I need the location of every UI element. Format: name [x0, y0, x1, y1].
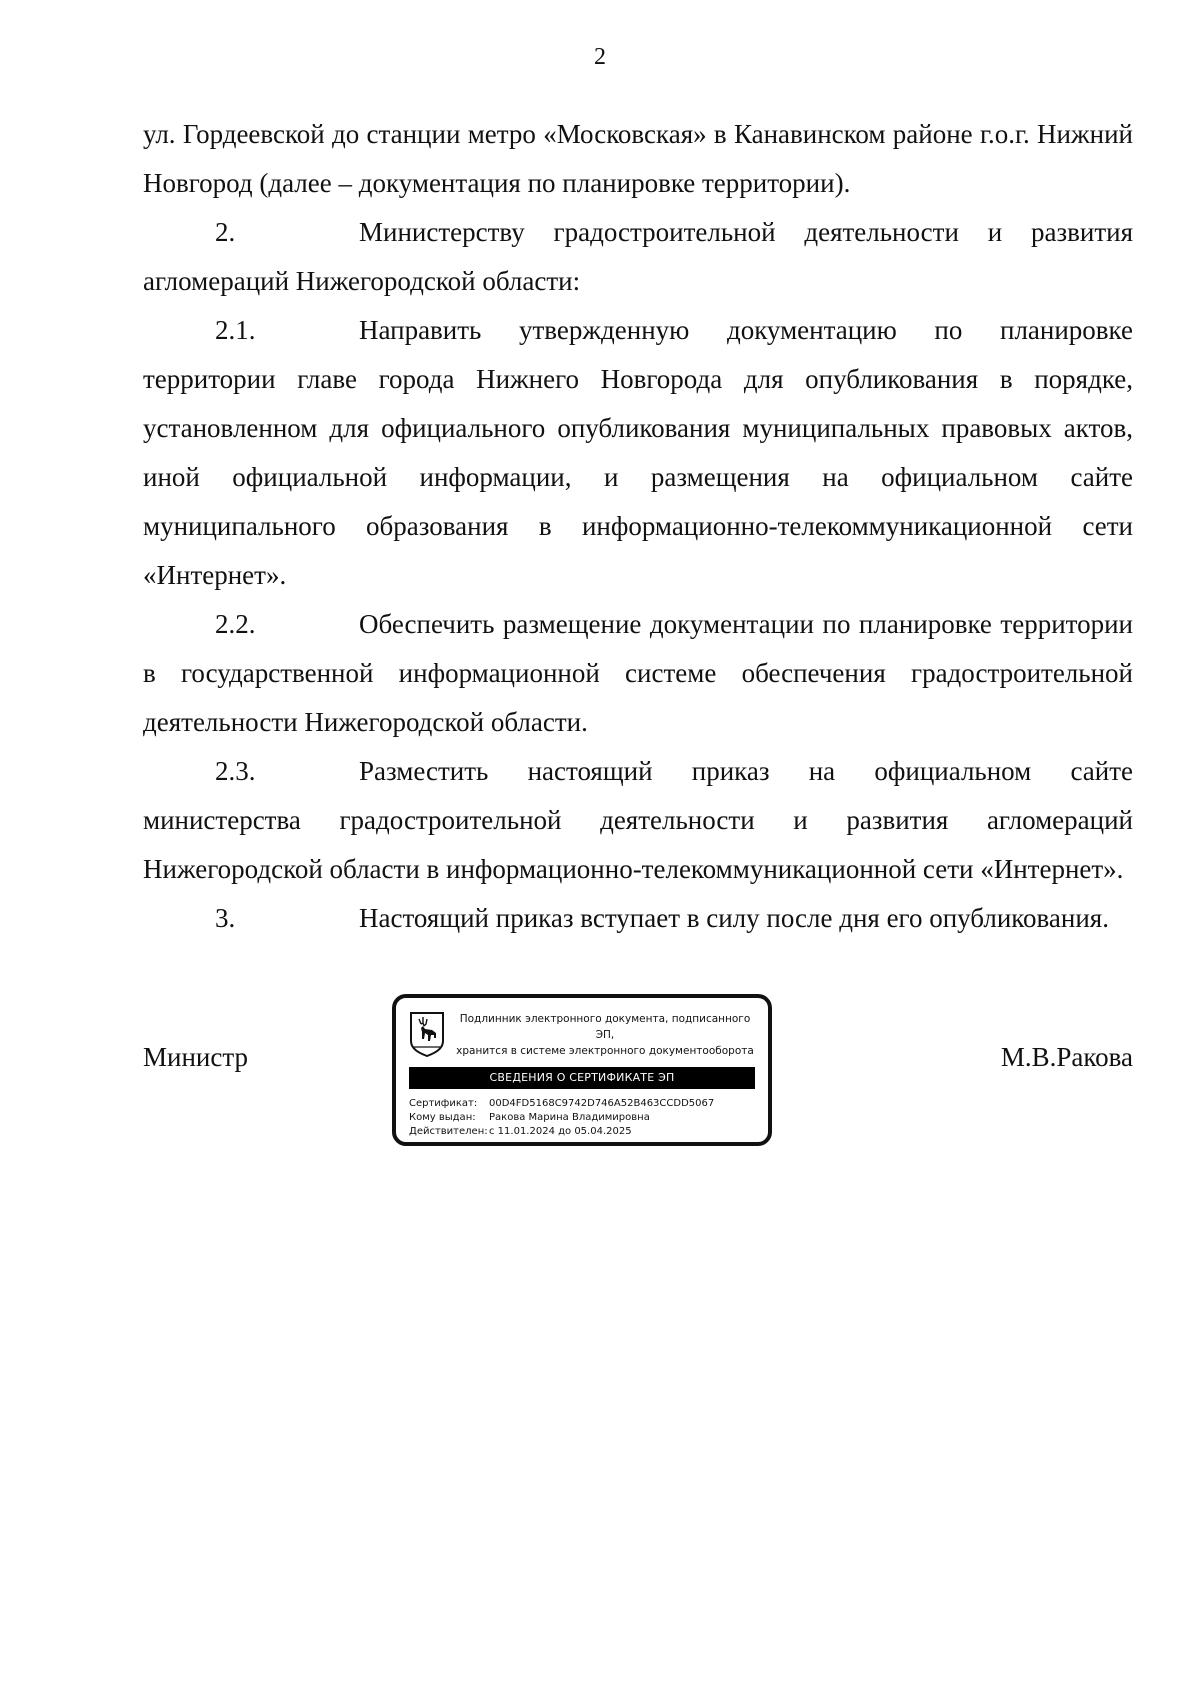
- paragraph-text: Министерству градостроительной деятельности и развития агломераций Нижегородской области:: [143, 217, 1133, 296]
- stamp-header-line: хранится в системе электронного документооборота: [456, 1045, 754, 1057]
- paragraph-text: Направить утвержденную документацию по планировке территории главе города Нижнего Новгорода для опубликования в порядке, установленном для официального опубликования муниципальных правовых актов, иной официальной информации, и размещения на официальном сайте муниципального образования в информационно-телекоммуникационной сети «Интернет».: [143, 315, 1133, 590]
- paragraph-2: [143, 208, 1133, 306]
- validity-row: [409, 1125, 760, 1139]
- paragraph-2-2: [143, 600, 1133, 747]
- issued-to-label: Кому выдан:: [409, 1112, 476, 1123]
- paragraph-number: 2.1.: [215, 315, 256, 345]
- certificate-details: [409, 1097, 760, 1139]
- certificate-value: 00D4FD5168C9742D746A52B463CCDD5067: [489, 1098, 715, 1109]
- signer-name: М.В.Ракова: [1000, 1042, 1133, 1072]
- paragraph-text: Разместить настоящий приказ на официальном сайте министерства градостроительной деятельности и развития агломераций Нижегородской области в информационно-телекоммуникационной сети «Интернет».: [143, 756, 1133, 884]
- validity-value: с 11.01.2024 до 05.04.2025: [489, 1126, 632, 1137]
- paragraph-text: ул. Гордеевской до станции метро «Московская» в Канавинском районе г.о.г. Нижний Новгород (далее – документация по планировке территории).: [143, 119, 1133, 198]
- issued-to-row: [409, 1111, 760, 1125]
- signer-title: Министр: [143, 1042, 248, 1072]
- paragraph-2-3: [143, 747, 1133, 894]
- page-number: 2: [594, 44, 606, 70]
- paragraph-text: Обеспечить размещение документации по планировке территории в государственной информационной системе обеспечения градостроительной деятельности Нижегородской области.: [143, 609, 1133, 737]
- paragraph-number: 2.2.: [215, 609, 256, 639]
- paragraph-continuation: [143, 110, 1133, 208]
- validity-label: Действителен:: [409, 1126, 488, 1137]
- document-body: [143, 110, 1133, 943]
- certificate-info-title: СВЕДЕНИЯ О СЕРТИФИКАТЕ ЭП: [409, 1067, 755, 1089]
- stamp-header: [450, 1011, 760, 1059]
- stamp-header-line: Подлинник электронного документа, подписанного ЭП,: [459, 1013, 751, 1041]
- paragraph-number: 3.: [215, 903, 236, 933]
- paragraph-text: Настоящий приказ вступает в силу после дня его опубликования.: [359, 903, 1109, 933]
- paragraph-number: 2.: [215, 217, 236, 247]
- certificate-row: [409, 1097, 760, 1111]
- electronic-signature-stamp: [392, 994, 772, 1146]
- paragraph-number: 2.3.: [215, 756, 256, 786]
- deer-emblem-icon: [409, 1011, 445, 1057]
- issued-to-value: Ракова Марина Владимировна: [489, 1112, 650, 1123]
- paragraph-2-1: [143, 306, 1133, 600]
- certificate-label: Сертификат:: [409, 1098, 478, 1109]
- paragraph-3: [143, 894, 1133, 943]
